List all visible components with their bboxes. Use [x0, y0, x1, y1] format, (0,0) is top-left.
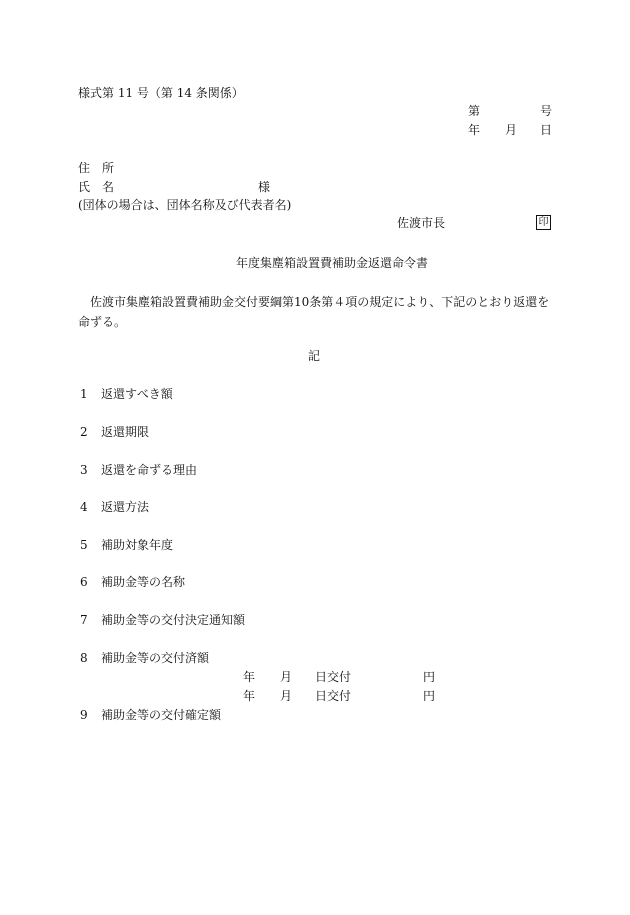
- payment-row-1-yen: 円: [423, 670, 436, 684]
- date-year: 年: [468, 123, 481, 137]
- date-month: 月: [505, 123, 518, 137]
- payment-row-2-day: 日交付: [315, 689, 352, 703]
- item-8-label: 補助金等の交付済額: [101, 651, 210, 665]
- org-note: (団体の場合は、団体名称及び代表者名): [78, 198, 292, 212]
- date-day: 日: [540, 123, 553, 137]
- payment-row-2-year: 年: [243, 689, 256, 703]
- item-4-label: 返還方法: [101, 500, 150, 514]
- payment-row-2-month: 月: [280, 689, 293, 703]
- payment-row-1-day: 日交付: [315, 670, 352, 684]
- document-title: 年度集塵箱設置費補助金返還命令書: [236, 256, 429, 270]
- payment-row-1-month: 月: [280, 670, 293, 684]
- payment-row-2-yen: 円: [423, 689, 436, 703]
- name-label: 氏 名: [78, 180, 115, 194]
- doc-number-dai: 第: [468, 104, 481, 118]
- item-9-label: 補助金等の交付確定額: [101, 708, 222, 722]
- item-6-number: 6: [80, 575, 88, 589]
- item-3-label: 返還を命ずる理由: [101, 463, 198, 477]
- item-2-label: 返還期限: [101, 425, 150, 439]
- issuer-name: 佐渡市長: [397, 216, 446, 230]
- item-9-number: 9: [80, 708, 88, 722]
- address-label: 住 所: [78, 161, 115, 175]
- seal-stamp: 印: [536, 215, 551, 230]
- ki-marker: 記: [308, 349, 321, 363]
- body-paragraph: 佐渡市集塵箱設置費補助金交付要綱第10条第４項の規定により、下記のとおり返還を命ずる。: [78, 295, 550, 329]
- item-7-label: 補助金等の交付決定通知額: [101, 613, 246, 627]
- item-1-label: 返還すべき額: [101, 387, 173, 401]
- form-id: 様式第 11 号（第 14 条関係）: [78, 86, 244, 100]
- item-7-number: 7: [80, 613, 88, 627]
- doc-number-go: 号: [540, 104, 553, 118]
- item-3-number: 3: [80, 463, 88, 477]
- item-8-number: 8: [80, 651, 88, 665]
- item-5-label: 補助対象年度: [101, 538, 174, 552]
- item-5-number: 5: [80, 538, 88, 552]
- item-6-label: 補助金等の名称: [101, 575, 186, 589]
- item-2-number: 2: [80, 425, 88, 439]
- item-4-number: 4: [80, 500, 88, 514]
- payment-row-1-year: 年: [243, 670, 256, 684]
- sama-label: 様: [258, 180, 271, 194]
- item-1-number: 1: [80, 387, 88, 401]
